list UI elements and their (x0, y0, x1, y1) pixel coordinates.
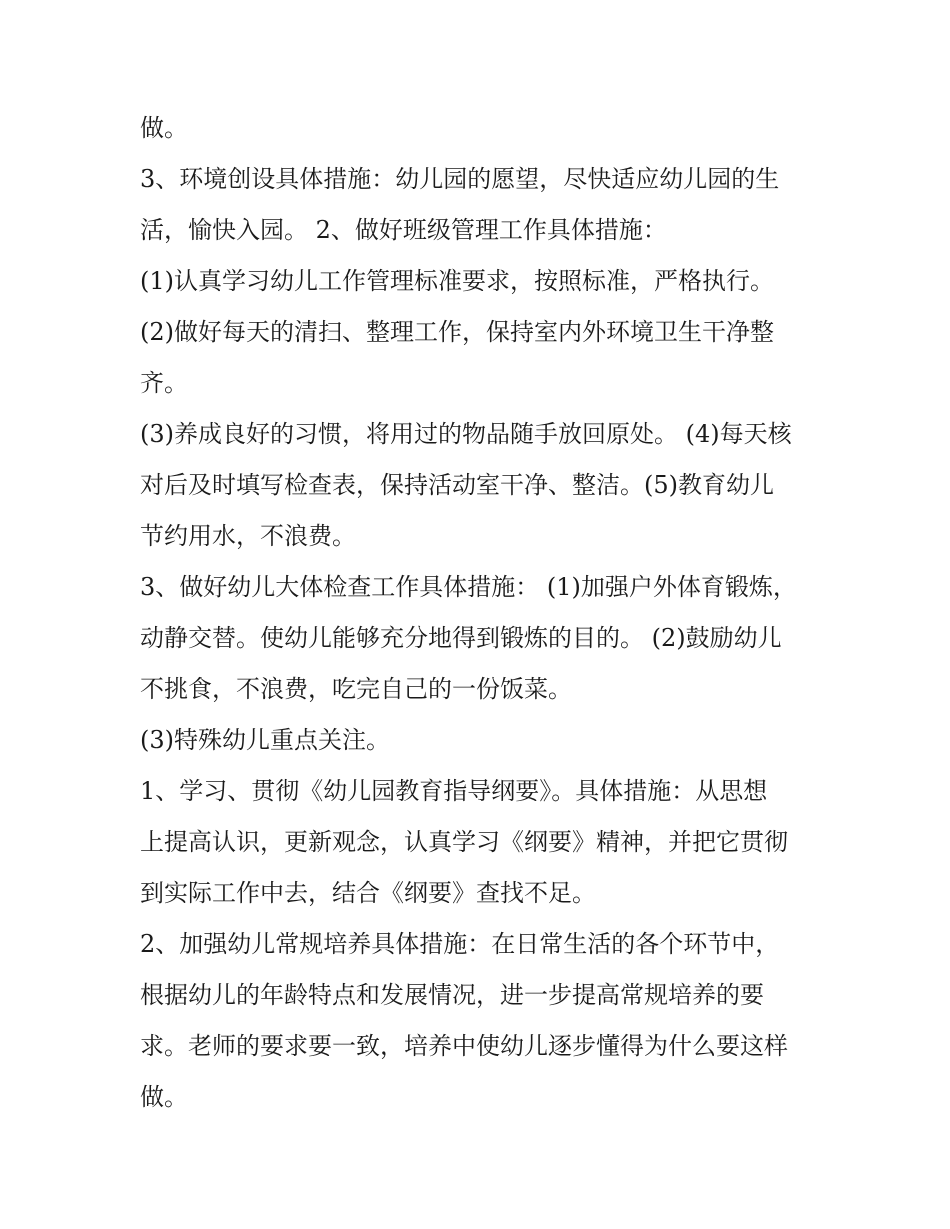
text-line-19: 求。老师的要求要一致，培养中使幼儿逐步懂得为什么要这样 (140, 1032, 788, 1060)
body-text (140, 103, 830, 1123)
text-line-12: 不挑食，不浪费，吃完自己的一份饭菜。 (140, 675, 572, 703)
text-line-15: 上提高认识，更新观念，认真学习《纲要》精神，并把它贯彻 (140, 828, 788, 856)
text-line-18: 根据幼儿的年龄特点和发展情况，进一步提高常规培养的要 (140, 981, 764, 1009)
text-line-2: 3、环境创设具体措施：幼儿园的愿望，尽快适应幼儿园的生 (140, 165, 780, 193)
text-line-5: (2)做好每天的清扫、整理工作，保持室内外环境卫生干净整 (140, 318, 774, 346)
text-line-20: 做。 (140, 1083, 188, 1111)
text-line-6: 齐。 (140, 369, 188, 397)
text-line-4: (1)认真学习幼儿工作管理标准要求，按照标准，严格执行。 (140, 267, 774, 295)
text-line-7: (3)养成良好的习惯，将用过的物品随手放回原处。 (4)每天核 (140, 420, 792, 448)
text-line-9: 节约用水，不浪费。 (140, 522, 356, 550)
text-line-1: 做。 (140, 114, 188, 142)
text-line-10: 3、做好幼儿大体检查工作具体措施： (1)加强户外体育锻炼， (140, 573, 797, 601)
text-line-17: 2、加强幼儿常规培养具体措施：在日常生活的各个环节中， (140, 930, 780, 958)
text-line-11: 动静交替。使幼儿能够充分地得到锻炼的目的。 (2)鼓励幼儿 (140, 624, 782, 652)
text-line-16: 到实际工作中去，结合《纲要》查找不足。 (140, 879, 596, 907)
text-line-8: 对后及时填写检查表，保持活动室干净、整洁。(5)教育幼儿 (140, 471, 774, 499)
text-line-14: 1、学习、贯彻《幼儿园教育指导纲要》。具体措施：从思想 (140, 777, 768, 805)
text-line-3: 活，愉快入园。 2、做好班级管理工作具体措施： (140, 216, 667, 244)
text-line-13: (3)特殊幼儿重点关注。 (140, 726, 390, 754)
